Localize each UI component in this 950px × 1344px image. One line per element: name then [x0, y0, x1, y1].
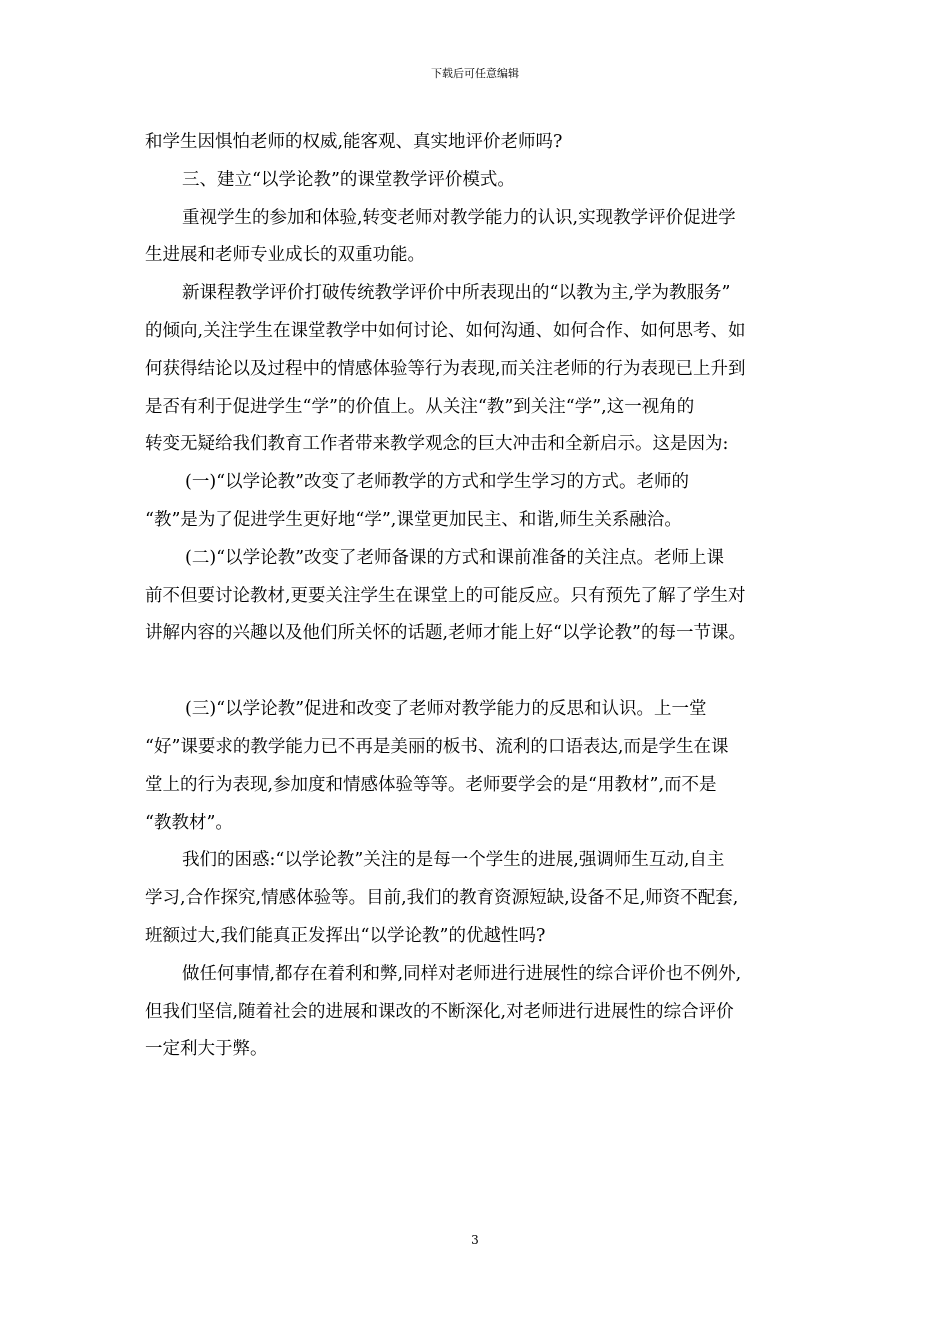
paragraph: [145, 275, 807, 464]
paragraph-point-one: [145, 464, 807, 540]
text-line: 何获得结论以及过程中的情感体验等行为表现,而关注老师的行为表现已上升到: [145, 358, 746, 379]
text-line: 我们的困惑:“以学论教”关注的是每一个学生的进展,强调师生互动,自主: [182, 850, 725, 871]
paragraph-point-two: [145, 540, 807, 653]
paragraph-point-three: [145, 691, 807, 842]
document-body: [145, 124, 807, 1069]
text-line: 生进展和老师专业成长的双重功能。: [145, 245, 425, 266]
header-text: 下载后可任意编辑: [431, 67, 519, 80]
text-line: 一定利大于弊。: [145, 1039, 268, 1060]
page-number: 3: [471, 1233, 479, 1247]
text-line: 但我们坚信,随着社会的进展和课改的不断深化,对老师进行进展性的综合评价: [145, 1001, 734, 1022]
text-line: 重视学生的参加和体验,转变老师对教学能力的认识,实现教学评价促进学: [182, 207, 736, 228]
text-line: 的倾向,关注学生在课堂教学中如何讨论、如何沟通、如何合作、如何思考、如: [145, 320, 746, 341]
text-line: 转变无疑给我们教育工作者带来教学观念的巨大冲击和全新启示。这是因为:: [145, 434, 729, 455]
text-line: 新课程教学评价打破传统教学评价中所表现出的“以教为主,学为教服务”: [182, 283, 731, 304]
text-line: 学习,合作探究,情感体验等。目前,我们的教育资源短缺,设备不足,师资不配套,: [145, 888, 739, 909]
paragraph-concerns: [145, 842, 807, 955]
paragraph-conclusion: [145, 956, 807, 1069]
text-line: “教”是为了促进学生更好地“学”,课堂更加民主、和谐,师生关系融洽。: [145, 509, 682, 530]
text-line: 三、建立“以学论教”的课堂教学评价模式。: [182, 169, 515, 190]
text-line: (一)“以学论教”改变了老师教学的方式和学生学习的方式。老师的: [185, 472, 690, 493]
paragraph: [145, 200, 807, 276]
section-heading: [145, 162, 807, 200]
text-line: 和学生因惧怕老师的权威,能客观、真实地评价老师吗?: [145, 132, 563, 152]
blank-line: [145, 653, 807, 691]
paragraph-continuation: [145, 124, 807, 162]
text-line: 做任何事情,都存在着利和弊,同样对老师进行进展性的综合评价也不例外,: [182, 963, 742, 984]
text-line: 班额过大,我们能真正发挥出“以学论教”的优越性吗?: [145, 925, 546, 946]
text-line: (二)“以学论教”改变了老师备课的方式和课前准备的关注点。老师上课: [185, 547, 725, 568]
page-footer: [0, 1232, 950, 1248]
text-line: 是否有利于促进学生“学”的价值上。从关注“教”到关注“学”,这一视角的: [145, 396, 695, 417]
text-line: (三)“以学论教”促进和改变了老师对教学能力的反思和认识。上一堂: [185, 699, 707, 720]
text-line: 前不但要讨论教材,更要关注学生在课堂上的可能反应。只有预先了解了学生对: [145, 585, 746, 606]
text-line: “教教材”。: [145, 812, 233, 833]
text-line: 堂上的行为表现,参加度和情感体验等等。老师要学会的是“用教材”,而不是: [145, 774, 717, 795]
text-line: “好”课要求的教学能力已不再是美丽的板书、流利的口语表达,而是学生在课: [145, 736, 729, 757]
text-line: 讲解内容的兴趣以及他们所关怀的话题,老师才能上好“以学论教”的每一节课。: [145, 623, 746, 644]
page-header: [0, 66, 950, 82]
